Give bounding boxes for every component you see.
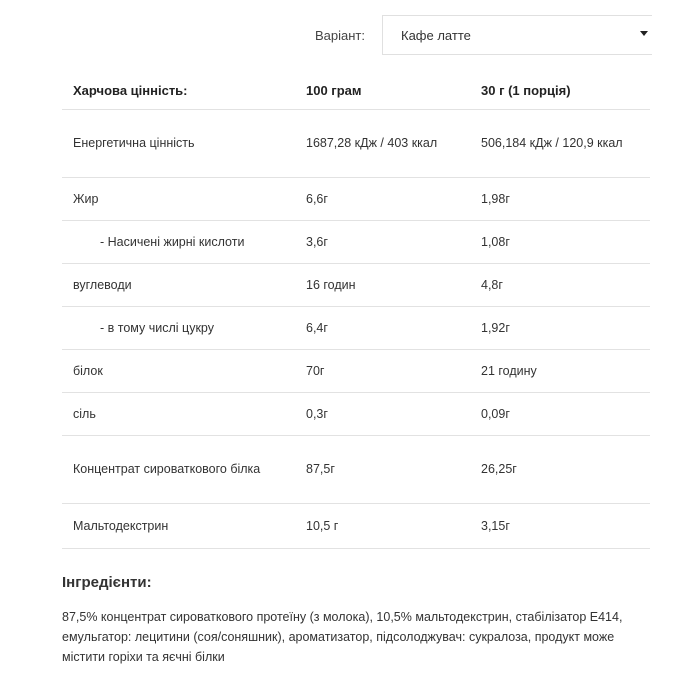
value-per-serving: 1,98г bbox=[470, 178, 650, 221]
table-row bbox=[62, 504, 650, 549]
nutrition-table bbox=[62, 71, 650, 549]
variant-selector-row bbox=[315, 15, 471, 55]
value-per-100g: 6,6г bbox=[295, 178, 470, 221]
nutrient-name: білок bbox=[62, 350, 295, 393]
nutrient-name: Енергетична цінність bbox=[62, 110, 295, 178]
ingredients-title: Інгредієнти: bbox=[62, 574, 152, 591]
variant-selected-value: Кафе латте bbox=[401, 27, 471, 43]
column-header-nutrient: Харчова цінність: bbox=[62, 71, 295, 110]
table-header-row bbox=[62, 71, 650, 110]
nutrient-name: Концентрат сироваткового білка bbox=[62, 436, 295, 504]
value-per-serving: 26,25г bbox=[470, 436, 650, 504]
table-row bbox=[62, 221, 650, 264]
column-header-per-100g: 100 грам bbox=[295, 71, 470, 110]
value-per-100g: 16 годин bbox=[295, 264, 470, 307]
chevron-down-icon[interactable] bbox=[640, 31, 648, 36]
value-per-100g: 1687,28 кДж / 403 ккал bbox=[295, 110, 470, 178]
value-per-100g: 0,3г bbox=[295, 393, 470, 436]
nutrient-name: - Насичені жирні кислоти bbox=[62, 221, 295, 264]
value-per-100g: 3,6г bbox=[295, 221, 470, 264]
value-per-100g: 10,5 г bbox=[295, 504, 470, 549]
nutrient-name: сіль bbox=[62, 393, 295, 436]
table-row bbox=[62, 178, 650, 221]
table-row bbox=[62, 436, 650, 504]
value-per-serving: 3,15г bbox=[470, 504, 650, 549]
nutrient-name: Мальтодекстрин bbox=[62, 504, 295, 549]
table-row bbox=[62, 110, 650, 178]
value-per-100g: 70г bbox=[295, 350, 470, 393]
table-row bbox=[62, 307, 650, 350]
table-row bbox=[62, 264, 650, 307]
value-per-serving: 0,09г bbox=[470, 393, 650, 436]
table-row bbox=[62, 350, 650, 393]
nutrient-name: Жир bbox=[62, 178, 295, 221]
value-per-serving: 1,92г bbox=[470, 307, 650, 350]
variant-label: Варіант: bbox=[315, 27, 365, 43]
value-per-serving: 1,08г bbox=[470, 221, 650, 264]
value-per-100g: 87,5г bbox=[295, 436, 470, 504]
variant-select[interactable] bbox=[382, 15, 652, 55]
value-per-serving: 4,8г bbox=[470, 264, 650, 307]
value-per-serving: 506,184 кДж / 120,9 ккал bbox=[470, 110, 650, 178]
ingredients-text: 87,5% концентрат сироваткового протеїну (з молока), 10,5% мальтодекстрин, стабілізатор Е414, емульгатор: лецитини (соя/соняшник), ароматизатор, підсолоджувач: сукралоза, продукт може містити горіхи та яєчні білки bbox=[62, 610, 623, 664]
value-per-serving: 21 годину bbox=[470, 350, 650, 393]
table-row bbox=[62, 393, 650, 436]
column-header-per-serving: 30 г (1 порція) bbox=[470, 71, 650, 110]
nutrient-name: вуглеводи bbox=[62, 264, 295, 307]
value-per-100g: 6,4г bbox=[295, 307, 470, 350]
nutrient-name: - в тому числі цукру bbox=[62, 307, 295, 350]
